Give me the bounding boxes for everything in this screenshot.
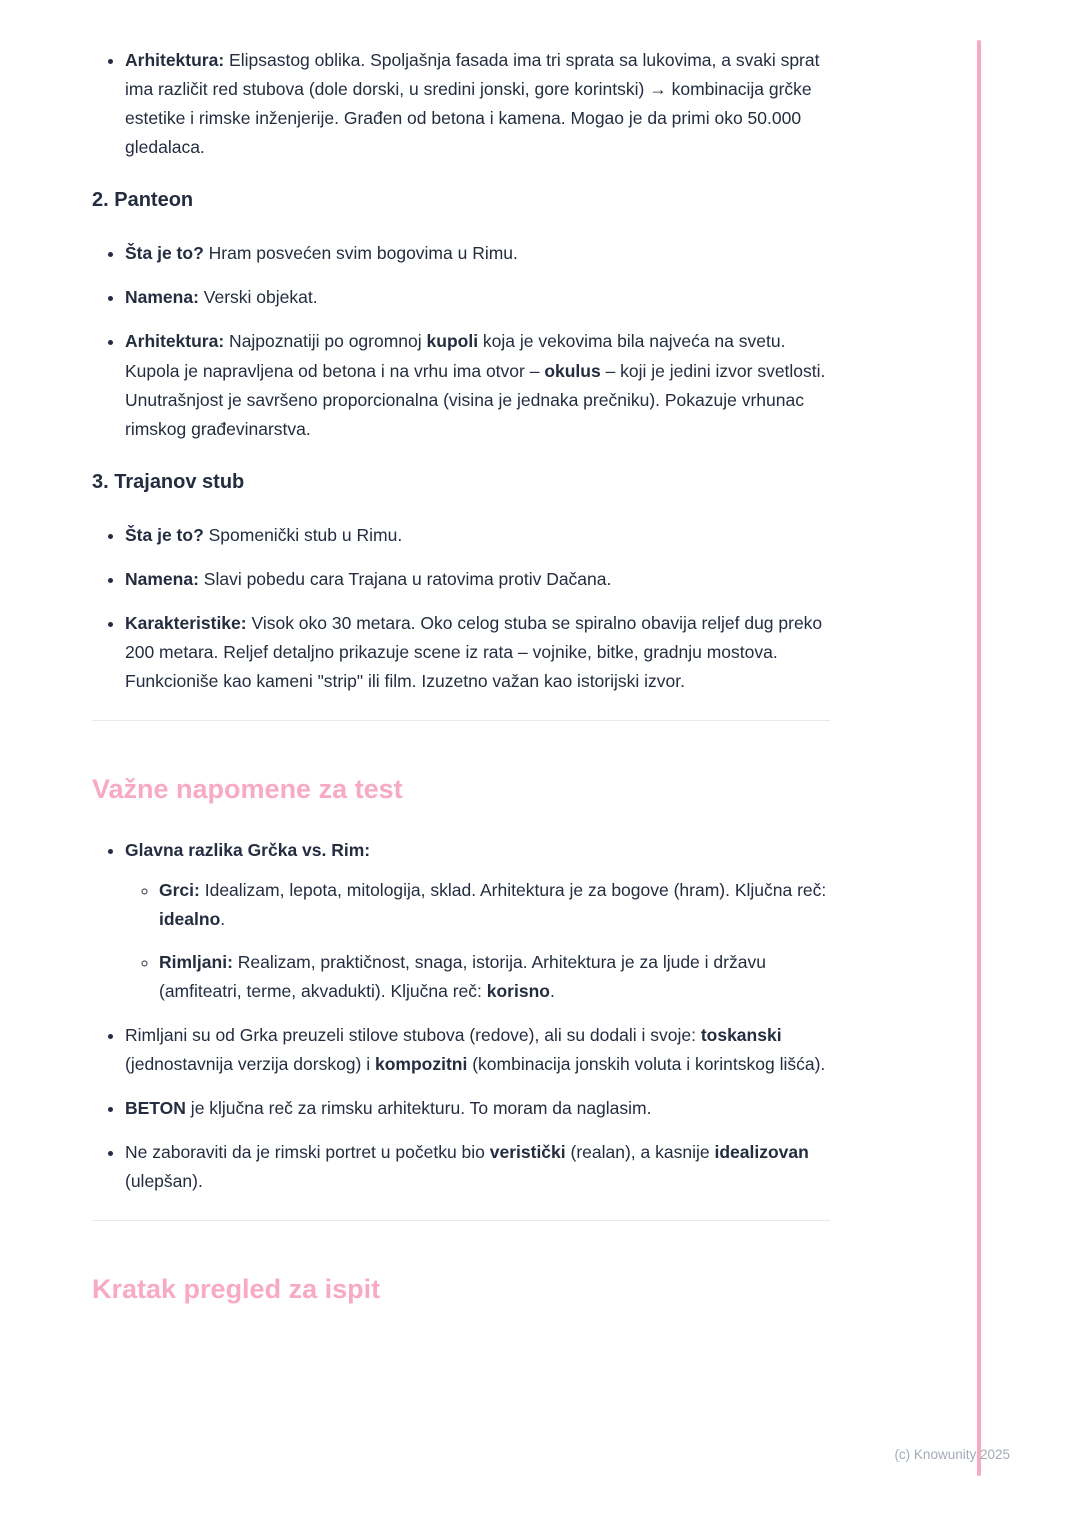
footer-copyright: (c) Knowunity 2025 [894, 1447, 1010, 1462]
text: (ulepšan). [125, 1171, 203, 1192]
list-item-text [125, 46, 830, 162]
list-item-text [125, 836, 830, 865]
list-item [125, 1021, 830, 1079]
list-item-text [125, 1138, 830, 1196]
text: Najpoznatiji po ogromnoj [224, 331, 427, 352]
text: Verski objekat. [198, 287, 318, 308]
divider [92, 1220, 830, 1221]
bullet-list [92, 46, 830, 162]
bold-text: idealno [159, 908, 221, 929]
bold-text: kompozitni [374, 1054, 468, 1075]
list-item [125, 609, 830, 696]
list-item-text [159, 876, 830, 934]
list-item-text [125, 609, 830, 696]
list-item [125, 283, 830, 312]
text: je ključna reč za rimsku arhitekturu. To moram da naglasim. [185, 1098, 652, 1119]
bullet-list [92, 836, 830, 1196]
list-item-text [125, 283, 830, 312]
section-title-accent: Važne napomene za test [92, 774, 403, 805]
bold-text: Glavna razlika Grčka vs. Rim: [125, 839, 371, 860]
list-item [125, 239, 830, 268]
bold-text: Arhitektura: [125, 50, 225, 70]
bold-text: Arhitektura: [125, 331, 225, 352]
text: Slavi pobedu cara Trajana u ratovima protiv Dačana. [198, 568, 612, 589]
list-item [125, 327, 830, 443]
section-heading: 3. Trajanov stub [92, 470, 245, 493]
list-item [125, 1138, 830, 1196]
text: Elipsastog oblika. Spoljašnja fasada ima tri sprata sa lukovima, a svaki sprat ima različit red stubova (dole dorski, u sredini jonski, gore korintski) → kombinacija grčke estetike i rimske inženjerije. Građen od betona i kamena. Mogao je da primi oko 50.000 gledalaca. [125, 50, 820, 158]
bold-text: veristički [489, 1142, 566, 1163]
bold-text: Šta je to? [125, 243, 204, 264]
bold-text: BETON [125, 1098, 186, 1119]
section-heading: 2. Panteon [92, 189, 194, 212]
sub-list-item [159, 876, 830, 934]
text: . [220, 908, 226, 929]
text: (realan), a kasnije [565, 1142, 715, 1163]
text: – koji je jedini izvor svetlosti. Unutrašnjost je savršeno proporcionalna (visina je jednaka prečniku). Pokazuje vrhunac rimskog građevinarstva. [125, 360, 826, 439]
text: Rimljani su od Grka preuzeli stilove stubova (redove), ali su dodali i svoje: [125, 1025, 701, 1046]
bold-text: Šta je to? [125, 524, 204, 545]
list-item [125, 565, 830, 594]
list-item [125, 521, 830, 550]
text: Realizam, praktičnost, snaga, istorija. Arhitektura je za ljude i državu (amfiteatri, terme, akvadukti). Ključna reč: [159, 952, 766, 1002]
text: Visok oko 30 metara. Oko celog stuba se spiralno obavija reljef dug preko 200 metara. Reljef detaljno prikazuje scene iz rata – vojnike, bitke, gradnju mostova. Funkcioniše kao kameni "strip" ili film. Izuzetno važan kao istorijski izvor. [125, 612, 823, 692]
list-item-text [125, 521, 830, 550]
bold-text: Grci: [159, 879, 200, 900]
bold-text: Rimljani: [159, 952, 233, 973]
bold-text: kupoli [426, 331, 479, 352]
text: . [549, 981, 555, 1002]
list-item-text [125, 239, 830, 268]
text: Idealizam, lepota, mitologija, sklad. Arhitektura je za bogove (hram). Ključna reč: [199, 879, 827, 900]
divider [92, 720, 830, 721]
section-title-accent: Kratak pregled za ispit [92, 1274, 381, 1305]
text: Ne zaboraviti da je rimski portret u početku bio [125, 1142, 490, 1163]
bold-text: okulus [544, 360, 601, 381]
list-item [125, 836, 830, 1006]
page-edge-accent-line [977, 40, 981, 1476]
sub-bullet-list [125, 876, 830, 1006]
text: Spomenički stub u Rimu. [203, 524, 403, 545]
text: (kombinacija jonskih voluta i korintskog lišća). [467, 1054, 826, 1075]
list-item-text [125, 327, 830, 443]
list-item [125, 46, 830, 162]
text: Hram posvećen svim bogovima u Rimu. [203, 243, 518, 264]
list-item-text [125, 1021, 830, 1079]
list-item [125, 1094, 830, 1123]
sub-list-item [159, 948, 830, 1006]
text: koja je vekovima bila najveća na svetu. Kupola je napravljena od betona i na vrhu ima otvor – [125, 331, 786, 381]
text: (jednostavnija verzija dorskog) i [125, 1054, 375, 1075]
bold-text: Karakteristike: [125, 612, 247, 633]
bold-text: Namena: [125, 568, 199, 589]
bullet-list [92, 521, 830, 696]
list-item-text [125, 565, 830, 594]
bullet-list [92, 239, 830, 443]
bold-text: toskanski [700, 1025, 782, 1046]
bold-text: idealizovan [714, 1142, 809, 1163]
list-item-text [159, 948, 830, 1006]
bold-text: korisno [486, 981, 550, 1002]
bold-text: Namena: [125, 287, 199, 308]
list-item-text [125, 1094, 830, 1123]
